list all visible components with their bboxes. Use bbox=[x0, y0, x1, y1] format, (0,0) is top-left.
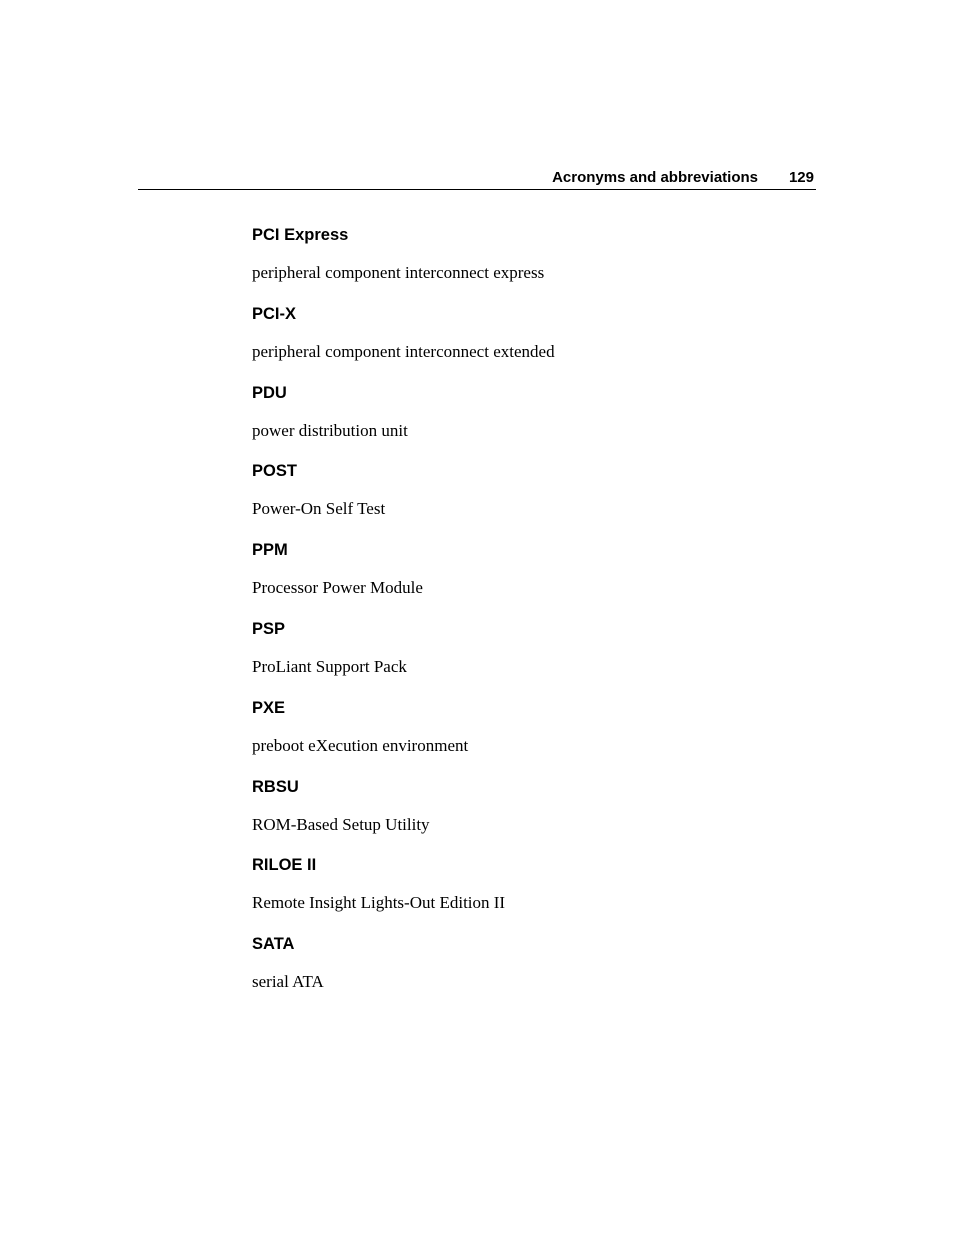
glossary-entry bbox=[252, 618, 812, 697]
acronym-definition: peripheral component interconnect express bbox=[252, 263, 545, 282]
acronym-term: RILOE II bbox=[252, 856, 317, 875]
acronym-term: PCI Express bbox=[252, 226, 349, 244]
running-header bbox=[138, 168, 816, 190]
glossary-entry bbox=[252, 539, 812, 618]
acronym-term: SATA bbox=[252, 935, 295, 954]
acronym-definition: Processor Power Module bbox=[252, 578, 423, 598]
glossary-entry bbox=[252, 382, 812, 461]
acronym-definition: preboot eXecution environment bbox=[252, 735, 469, 755]
acronym-term: PXE bbox=[252, 698, 286, 717]
acronym-term: PDU bbox=[252, 383, 287, 402]
glossary-entry bbox=[252, 460, 812, 539]
acronym-term: RBSU bbox=[252, 777, 299, 796]
acronym-definition: serial ATA bbox=[252, 972, 324, 992]
page-number: 129 bbox=[788, 169, 814, 186]
acronym-definition: ProLiant Support Pack bbox=[252, 656, 407, 676]
acronym-term: PPM bbox=[252, 541, 288, 560]
acronym-definition: ROM-Based Setup Utility bbox=[252, 814, 430, 834]
section-title: Acronyms and abbreviations bbox=[552, 169, 758, 186]
glossary-list bbox=[252, 224, 812, 1012]
acronym-definition: power distribution unit bbox=[252, 420, 408, 440]
glossary-entry bbox=[252, 854, 812, 933]
glossary-entry bbox=[252, 224, 812, 303]
glossary-entry bbox=[252, 697, 812, 776]
acronym-term: PSP bbox=[252, 619, 286, 638]
acronym-definition: Remote Insight Lights-Out Edition II bbox=[252, 893, 506, 913]
acronym-definition: Power-On Self Test bbox=[252, 499, 386, 519]
glossary-entry bbox=[252, 933, 812, 1012]
acronym-term: PCI-X bbox=[252, 304, 297, 323]
glossary-entry bbox=[252, 303, 812, 382]
acronym-term: POST bbox=[252, 462, 297, 481]
glossary-entry bbox=[252, 776, 812, 855]
acronym-definition: peripheral component interconnect extended bbox=[252, 341, 555, 361]
